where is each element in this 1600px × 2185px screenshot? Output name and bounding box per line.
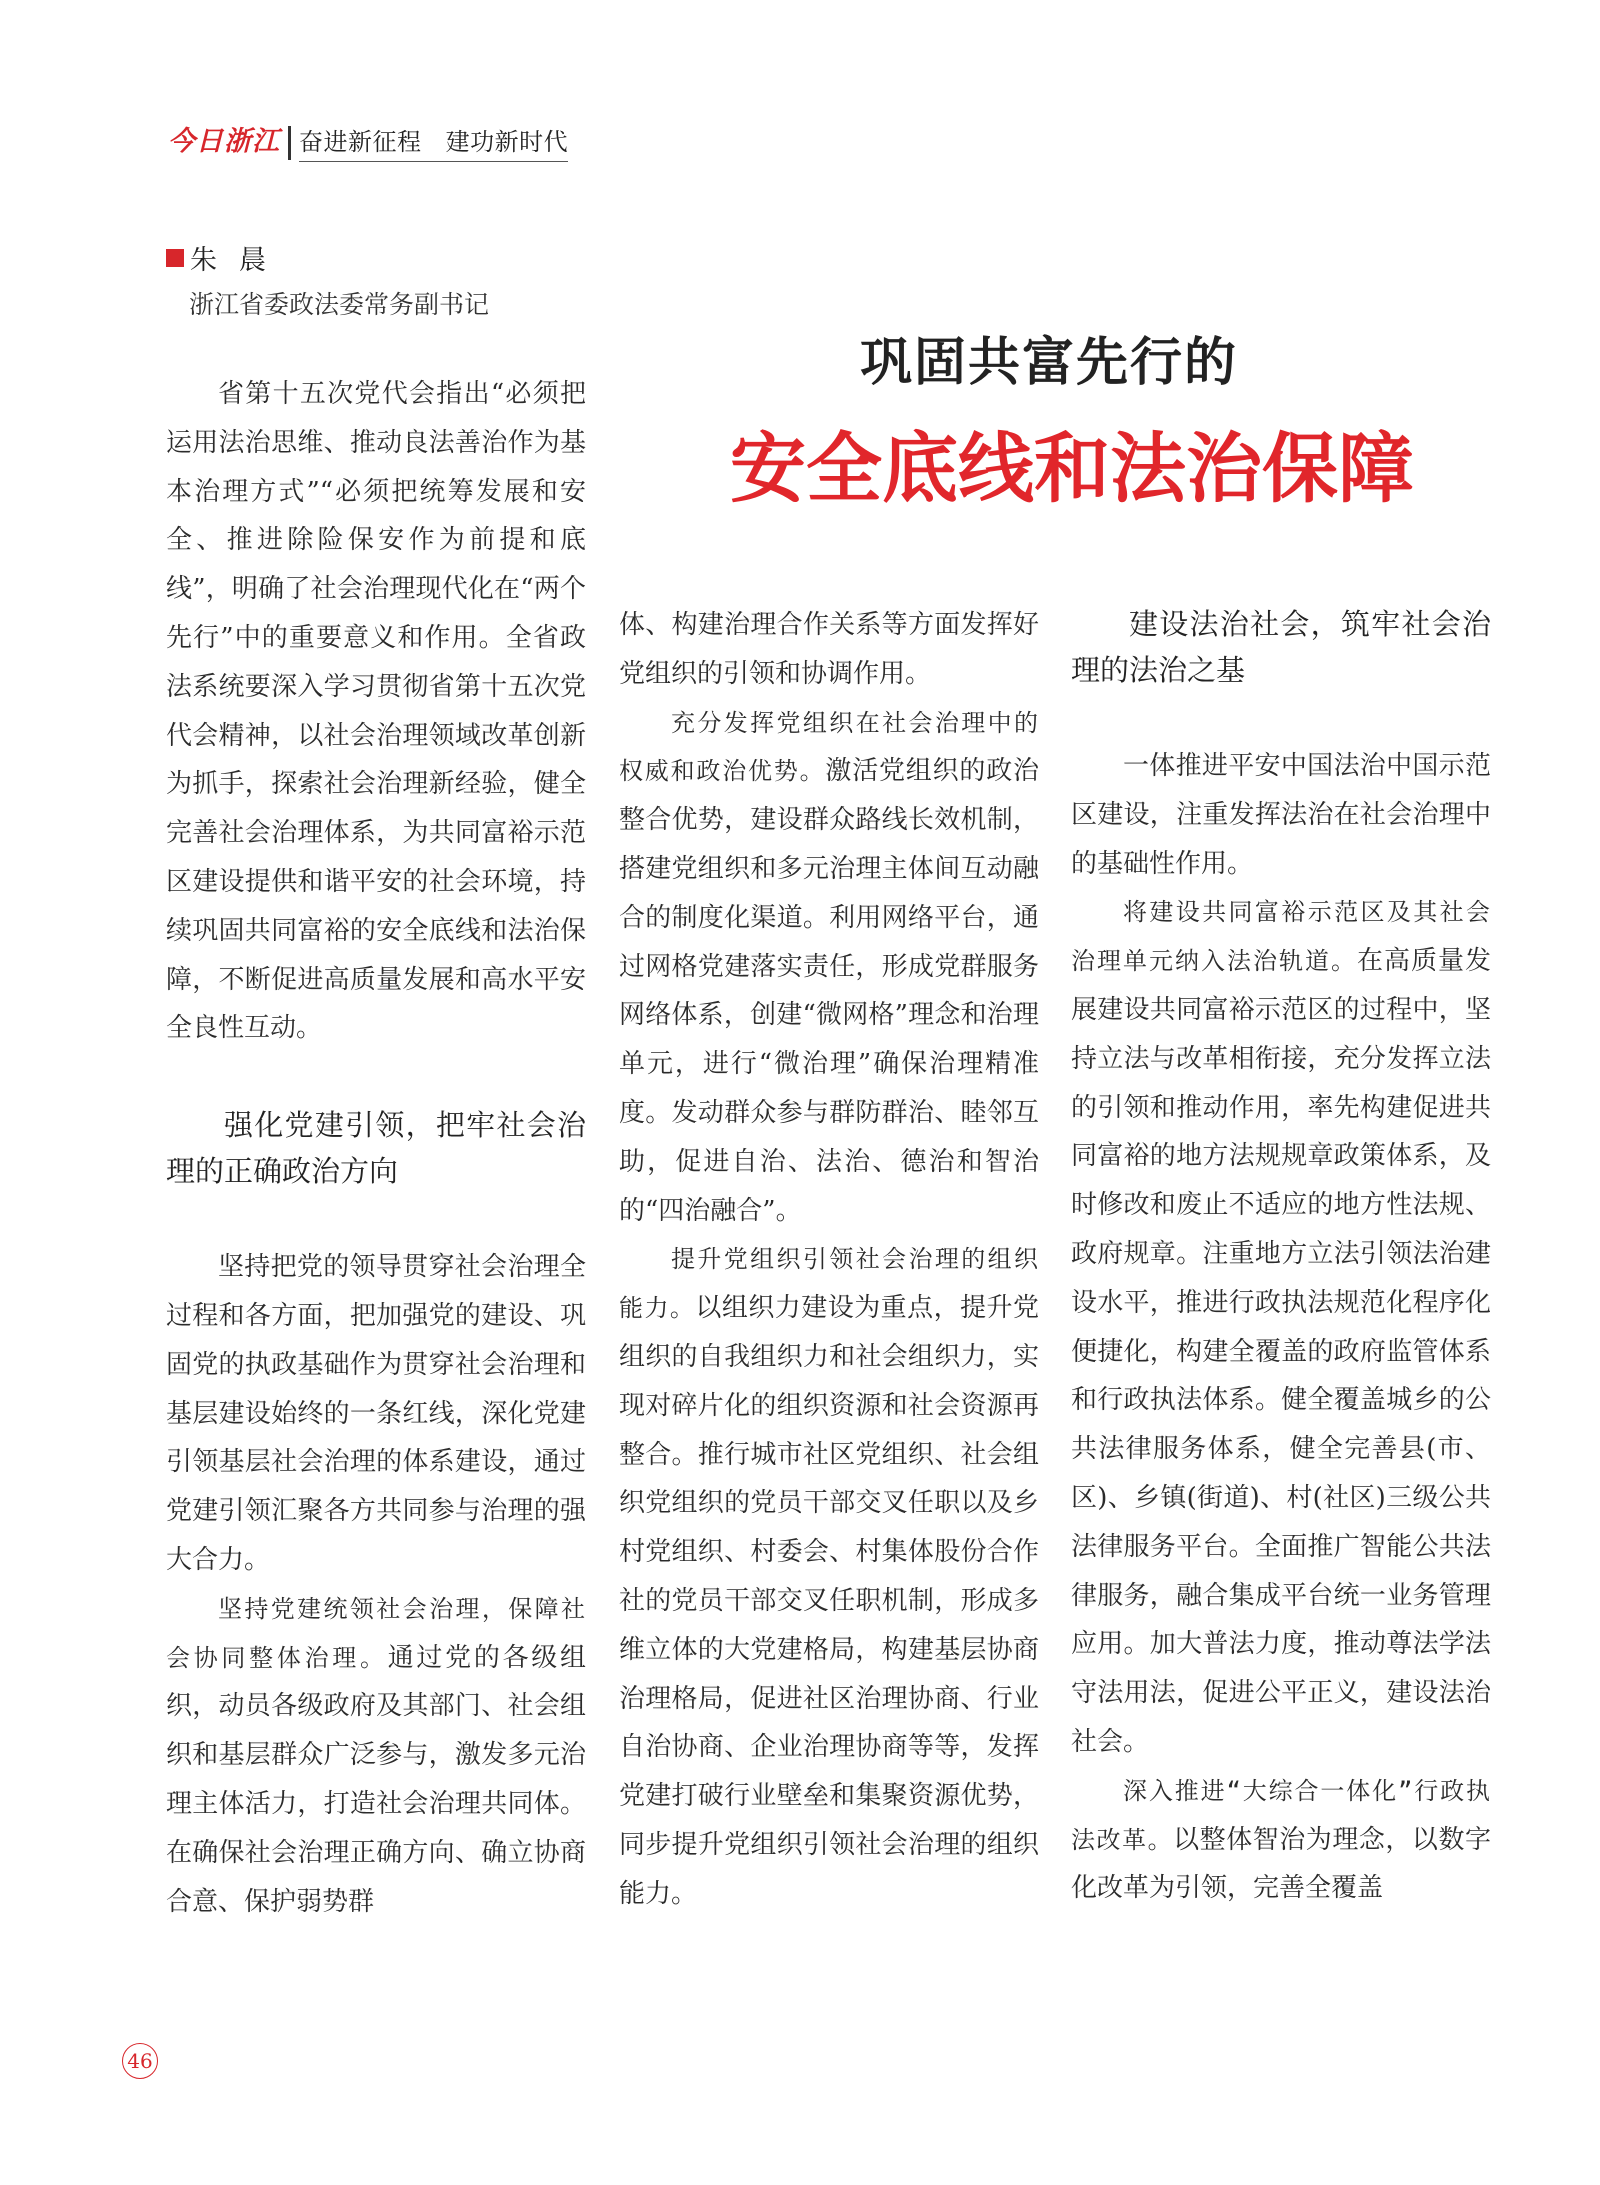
title-line-2: 安全底线和法治保障 — [730, 424, 1414, 513]
section-heading: 强化党建引领，把牢社会治理的正确政治方向 — [166, 1108, 586, 1189]
emphasis-phrase: 坚持党建统领社会治理，保障社会协同整体治理。 — [166, 1594, 586, 1672]
author-affiliation: 浙江省委政法委常务副书记 — [189, 290, 490, 319]
emphasis-phrase: 深入推进“大综合一体化”行政执法改革。 — [1071, 1776, 1491, 1854]
paragraph-text: 以组织力建设为重点，提升党组织的自我组织力和社会组织力，实现对碎片化的组织资源和社会资源再整合。推行城市社区党组织、社会组织党组织的党员干部交叉任职以及乡村党组织、村委会、村集体股份合作社的党员干部交叉任职机制，形成多维立体的大党建格局，构建基层协商治理格局，促进社区治理协商、行业自治协商、企业治理协商等等，发挥党建打破行业壁垒和集聚资源优势，同步提升党组织引领社会治理的组织能力。 — [619, 1293, 1039, 1909]
red-square-icon — [166, 249, 184, 267]
column-2 — [619, 601, 1039, 1919]
paragraph: 一体推进平安中国法治中国示范区建设，注重发挥法治在社会治理中的基础性作用。 — [1071, 751, 1491, 879]
paragraph — [1071, 888, 1491, 1766]
paragraph: 体、构建治理合作关系等方面发挥好党组织的引领和协调作用。 — [619, 610, 1039, 689]
paragraph — [166, 1585, 586, 1927]
author-name: 朱晨 — [190, 245, 288, 276]
header-divider — [288, 126, 291, 160]
paragraph-text: 通过党的各级组织，动员各级政府及其部门、社会组织和基层群众广泛参与，激发多元治理主体活力，打造社会治理共同体。在确保社会治理正确方向、确立协商合意、保护弱势群 — [166, 1642, 586, 1917]
paragraph: 坚持把党的领导贯穿社会治理全过程和各方面，把加强党的建设、巩固党的执政基础作为贯穿社会治理和基层建设始终的一条红线，深化党建引领基层社会治理的体系建设，通过党建引领汇聚各方共同参与治理的强大合力。 — [166, 1252, 586, 1575]
paragraph: 省第十五次党代会指出“必须把运用法治思维、推动良法善治作为基本治理方式”“必须把统筹发展和安全、推进除险保安作为前提和底线”，明确了社会治理现代化在“两个先行”中的重要意义和作用。全省政法系统要深入学习贯彻省第十五次党代会精神，以社会治理领域改革创新为抓手，探索社会治理新经验，健全完善社会治理体系，为共同富裕示范区建设提供和谐平安的社会环境，持续巩固共同富裕的安全底线和法治保障，不断促进高质量发展和高水平安全良性互动。 — [166, 379, 586, 1044]
magazine-logo: 今日浙江 — [168, 126, 280, 157]
paragraph-text: 以整体智治为理念，以数字化改革为引领，完善全覆盖 — [1071, 1824, 1491, 1904]
header-slogan: 奋进新征程 建功新时代 — [299, 122, 568, 162]
magazine-header — [168, 122, 568, 162]
emphasis-phrase: 充分发挥党组织在社会治理中的权威和政治优势。 — [619, 708, 1039, 786]
page-number: 46 — [122, 2043, 158, 2079]
emphasis-phrase: 提升党组织引领社会治理的组织能力。 — [619, 1245, 1039, 1323]
paragraph — [619, 699, 1039, 1236]
author-line — [166, 238, 288, 277]
paragraph-text: 激活党组织的政治整合优势，建设群众路线长效机制，搭建党组织和多元治理主体间互动融合的制度化渠道。利用网络平台，通过网格党建落实责任，形成党群服务网络体系，创建“微网格”理念和治理单元，进行“微治理”确保治理精准度。发动群众参与群防群治、睦邻互助，促进自治、法治、德治和智治的“四治融合”。 — [619, 756, 1039, 1226]
column-1 — [166, 370, 586, 1926]
column-3 — [1071, 601, 1491, 1913]
emphasis-phrase: 将建设共同富裕示范区及其社会治理单元纳入法治轨道。 — [1071, 898, 1491, 976]
paragraph-text: 在高质量发展建设共同富裕示范区的过程中，坚持立法与改革相衔接，充分发挥立法的引领和推动作用，率先构建促进共同富裕的地方法规规章政策体系，及时修改和废止不适应的地方性法规、政府规章。注重地方立法引领法治建设水平，推进行政执法规范化程序化便捷化，构建全覆盖的政府监管体系和行政执法体系。健全覆盖城乡的公共法律服务体系，健全完善县(市、区)、乡镇(街道)、村(社区)三级公共法律服务平台。全面推广智能公共法律服务，融合集成平台统一业务管理应用。加大普法力度，推动尊法学法守法用法，促进公平正义，建设法治社会。 — [1071, 946, 1491, 1757]
paragraph — [619, 1235, 1039, 1918]
paragraph — [1071, 1767, 1491, 1913]
title-line-1: 巩固共富先行的 — [860, 332, 1239, 393]
section-heading: 建设法治社会，筑牢社会治理的法治之基 — [1071, 607, 1491, 687]
